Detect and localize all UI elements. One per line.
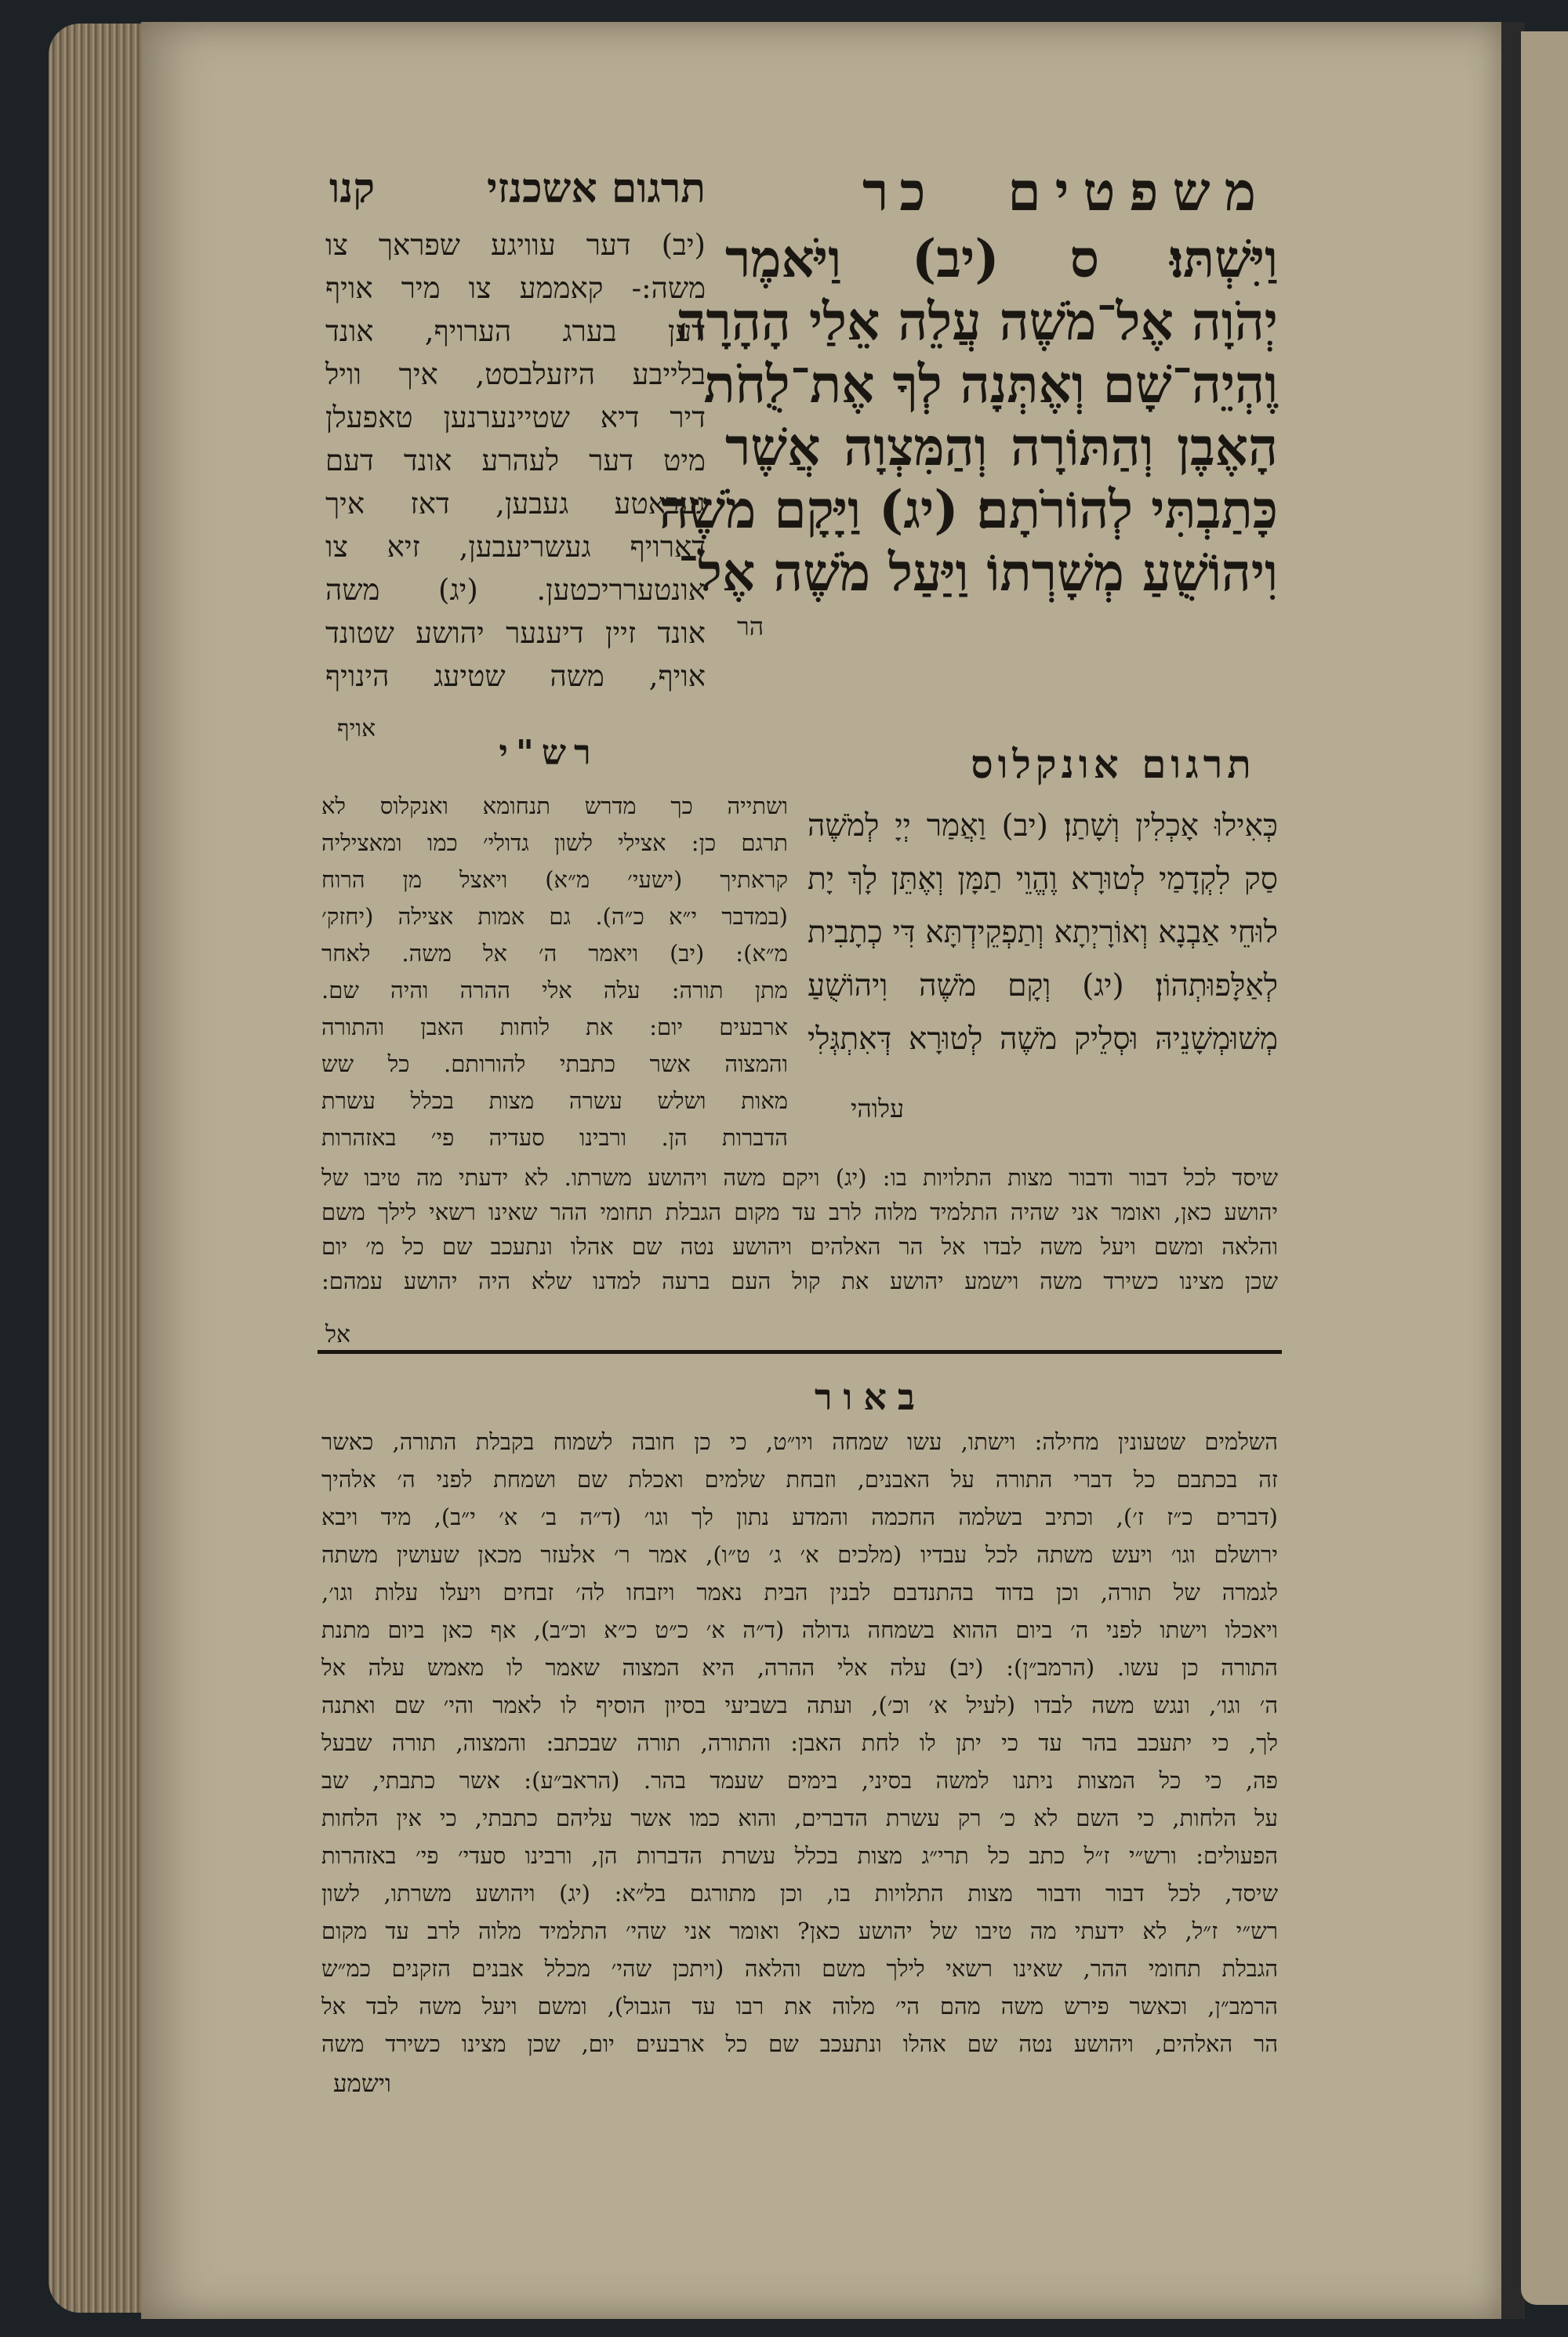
section-divider-rule — [318, 1350, 1282, 1354]
main-text-line: הָאֶבֶן וְהַתּוֹרָה וְהַמִּצְוָה אֲשֶׁר — [725, 416, 1278, 477]
rashi-full-line: שיסד לכל דבור ודבור מצות התלויות בו: (יג) ויקם משה ויהושע משרתו. לא ידעתי מה טיבו של — [321, 1164, 1278, 1191]
rashi-line: ושתייה כך מדרש תנחומא ואנקלוס לא — [321, 793, 788, 819]
onkelos-line: מְשׁוּמְשָׁנֵיהּ וּסְלֵיק מֹשֶׁה לְטוּרָא דְּאִתְגְּלִי — [808, 1022, 1278, 1057]
onkelos-line: סַק לִקְדָמַי לְטוּרָא וֶהֱוֵי תַמָּן וְאֶתֵּן לָךְ יָת — [808, 862, 1278, 897]
onkelos-line: לוּחֵי אַבְנָא וְאוֹרָיְתָא וְתַפְקֵידְתָּא דִּי כְתָבִית — [808, 915, 1278, 950]
main-text-line: וֶהְיֵה־שָׁם וְאֶתְּנָה לְךָ אֶת־לֻחֹת — [703, 354, 1278, 415]
main-text-line: יְהֹוָה אֶל־מֹשֶׁה עֲלֵה אֵלַי הָהָרָה — [676, 291, 1278, 352]
rashi-full-line: והלאה ומשם ויעל משה לבדו אל הר האלהים ויהושע נטה שם אהלו ונתעכב שם כל מ׳ יום — [321, 1233, 1278, 1260]
main-text-line: וִיהוֹשֻׁעַ מְשָׁרְתוֹ וַיַּעַל מֹשֶׁה אֶל־ — [677, 542, 1278, 603]
german-targum-block — [325, 223, 706, 698]
main-text-line: וַיִּשְׁתּוּ׃ ס (יב) וַיֹּאמֶר — [725, 228, 1278, 289]
biur-line: ירושלם וגו׳ ויעש משתה לכל עבדיו (מלכים א׳ ג׳ ט״ו), אמר ר׳ אלעזר מכאן שעושין משתה — [321, 1541, 1278, 1568]
german-targum-line: געבאטע געבען, דאז איך — [325, 487, 706, 521]
rashi-line: תרגם כן: אצילי לשון גדולי׳ כמו ומאציליה — [321, 829, 788, 856]
german-targum-line: אויף, משה שטיעג הינויף — [325, 659, 706, 693]
rashi-line: והמצוה אשר כתבתי להורותם. כל שש — [321, 1051, 788, 1077]
biur-line: שיסד, לכל דבור ודבור מצות התלויות בו, וכן מתורגם בל״א: (יג) ויהושע משרתו, לשון — [321, 1880, 1278, 1907]
next-page-edge — [1521, 31, 1568, 2305]
rashi-line: (במדבר י״א כ״ה). גם אמות אצילה (יחזק׳ — [321, 903, 788, 930]
biur-line: הפעולים: ורש״י ז״ל כתב כל תרי״ג מצות בכלל עשרת הדברות הן, ורבינו סעדי׳ פי׳ באזהרות — [321, 1842, 1278, 1869]
biur-line: ה׳ וגו׳, ונגש משה לבדו (לעיל א׳ וכ׳), ועתה בשביעי בסיון הוסיף לו לאמר והי׳ שם ואתנה — [321, 1692, 1278, 1718]
rashi-line: מאות ושלש עשרה מצות בכלל עשרת — [321, 1087, 788, 1114]
page-number-letters: כר — [862, 161, 937, 223]
rashi-full-width-block — [321, 1160, 1278, 1298]
german-targum-line: אונטערריכטען. (יג) משה — [325, 573, 706, 607]
rashi-column — [321, 788, 788, 1156]
biur-line: הגבלת תחומי ההר, שאינו רשאי לילך משם והלאה (ויתכן שהי׳ מכלל אבנים הזקנים כמ״ש — [321, 1955, 1278, 1982]
rashi-line: מ״א): (יב) ויאמר ה׳ אל משה. לאחר — [321, 940, 788, 967]
german-targum-catchword: אויף — [337, 715, 376, 742]
onkelos-catchword: עלוהי — [851, 1094, 905, 1123]
biur-line: פה, כי כל המצות ניתנו למשה בסיני, בימים שעמד בהר. (הראב״ע): אשר כתבתי, שב — [321, 1767, 1278, 1794]
parsha-header: משפטים — [1007, 161, 1270, 223]
onkelos-line: לְאַלָּפוּתְהוֹן׃ (יג) וְקָם מֹשֶׁה וִיהוֹשֻׁעַ — [808, 968, 1278, 1003]
rashi-title: רש"י — [499, 733, 599, 773]
german-targum-line: משה:- קאממע צו מיר אויף — [325, 271, 706, 305]
biur-line: לך, כי יתעכב בהר עד כי יתן לו לחת האבן: והתורה, תורה שבכתב: והמצוה, תורה שבעל — [321, 1729, 1278, 1756]
targum-header-title: תרגום אשכנזי — [487, 165, 706, 212]
biur-line: השלמים שטעונין מחילה: וישתו, עשו שמחה ויו״ט, כי כן חובה לשמוח בקבלת התורה, כאשר — [321, 1428, 1278, 1455]
biur-line: (דברים כ״ז ז׳), וכתיב בשלמה החכמה והמדע נתון לך וגו׳ (ד״ה ב׳ א׳ י״ב), מיד ויבא — [321, 1504, 1278, 1530]
rashi-line: מתן תורה: עלה אלי ההרה והיה שם. — [321, 977, 788, 1003]
german-targum-line: בלייבע היזעלבסט, איך וויל — [325, 357, 706, 391]
rashi-line: הדברות הן. ורבינו סעדיה פי׳ באזהרות — [321, 1124, 788, 1151]
biur-block — [321, 1423, 1278, 2063]
biur-catchword: וישמע — [333, 2070, 391, 2098]
onkelos-title: תרגום אונקלוס — [971, 741, 1256, 787]
onkelos-line: כְּאִילוּ אָכְלִין וְשָׁתַן׃ (יב) וַאֲמַר יְיָ לְמֹשֶׁה — [808, 808, 1278, 844]
german-targum-line: דארויף געשריעבען, זיא צו — [325, 530, 706, 564]
biur-line: ויאכלו וישתו לפני ה׳ ביום ההוא בשמחה גדולה (ד״ה א׳ כ״ט כ״א וכ״ב), אף כאן ביום מתנת — [321, 1617, 1278, 1643]
onkelos-block — [808, 800, 1278, 1066]
rashi-full-line: שכן מצינו כשירד משה וישמע יהושע את קול העם ברעה למדנו שלא היה יהושע עמהם: — [321, 1268, 1278, 1294]
german-targum-line: (יב) דער עוויגע שפראך צו — [325, 228, 706, 262]
biur-title: באור — [814, 1376, 927, 1418]
biur-line: התורה כן עשו. (הרמב״ן): (יב) עלה אלי ההרה, היא המצוה שאמר לו מאמש עלה אל — [321, 1654, 1278, 1681]
targum-page-number: קנו — [329, 165, 376, 212]
rashi-catchword: אל — [325, 1321, 351, 1348]
german-targum-line: מיט דער לעהרע אונד דעם — [325, 444, 706, 477]
german-targum-line: דיר דיא שטיינערנען טאפעלן — [325, 401, 706, 434]
biur-line: על הלחות, כי השם לא כ׳ רק עשרת הדברים, והוא כמו אשר עליהם כתבתי, כי אין הלחות — [321, 1805, 1278, 1831]
biur-line: רש״י ז״ל, לא ידעתי מה טיבו של יהושע כאן? ואומר אני שהי׳ התלמיד מלוה לרב עד מקום — [321, 1918, 1278, 1944]
rashi-full-line: יהושע כאן, ואומר אני שהיה התלמיד מלוה לרב עד מקום הגבלת תחומי ההר שאינו רשאי לילך משם — [321, 1199, 1278, 1225]
rashi-line: קראתיך (ישעי׳ מ״א) ויאצל מן הרוח — [321, 866, 788, 893]
rashi-line: ארבעים יום: את לוחות האבן והתורה — [321, 1014, 788, 1040]
main-text-line: כָּתַבְתִּי לְהוֹרֹתָם׃ (יג) וַיָּקָם מֹשֶׁה — [659, 479, 1278, 540]
biur-line: הר האלהים, ויהושע נטה שם אהלו ונתעכב שם כל ארבעים יום, שכן מצינו כשירד משה — [321, 2030, 1278, 2057]
main-text-catchword: הר — [737, 611, 764, 641]
biur-line: לגמרה של תורה, וכן בדוד בהתנדבם לבנין הבית נאמר ויזבחו לה׳ זבחים ויעלו עלות וגו׳, — [321, 1579, 1278, 1606]
german-targum-line: אונד זיין דיענער יהושע שטונד — [325, 616, 706, 650]
biur-line: הרמב״ן, וכאשר פירש משה מהם הי׳ מלוה את רבו עד הגבול), ומשם ויעל משה לבד אל — [321, 1993, 1278, 2019]
biur-line: זה בכתבם כל דברי התורה על האבנים, וזבחת שלמים ואכלת שם ושמחת לפני ה׳ אלהיך — [321, 1466, 1278, 1493]
german-targum-line: דען בערג הערויף, אונד — [325, 314, 706, 348]
main-text-block — [659, 227, 1278, 604]
